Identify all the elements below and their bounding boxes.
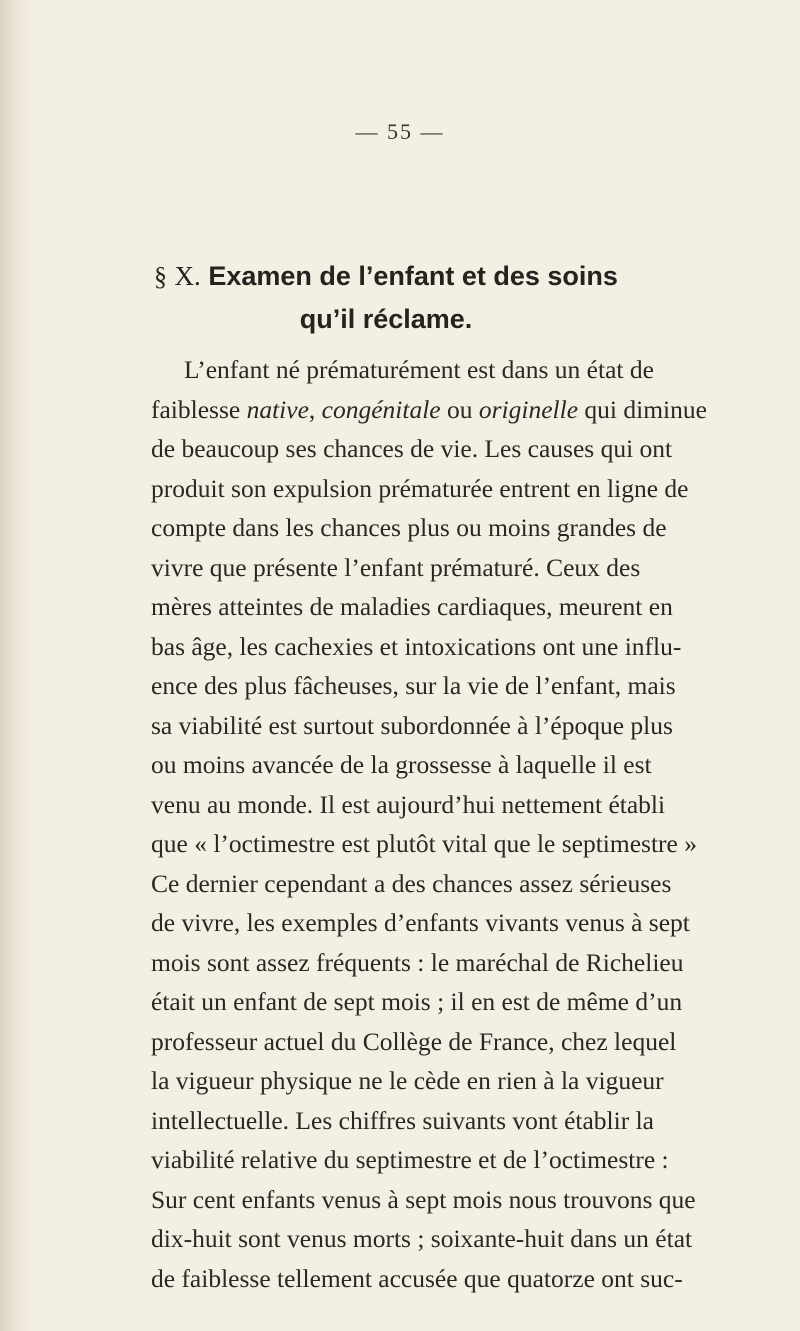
text-line [151, 390, 707, 430]
text-line: ou moins avancée de la grossesse à laquelle il est [151, 750, 652, 779]
text-line: la vigueur physique ne le cède en rien à la vigueur [151, 1066, 664, 1095]
text-run: qui diminue [578, 394, 707, 424]
text-line: intellectuelle. Les chiffres suivants vont établir la [151, 1105, 654, 1135]
text-line: professeur actuel du Collège de France, chez lequel [151, 1026, 677, 1056]
italic-term: congénitale [321, 394, 441, 424]
section-title-line-2: qu’il réclame. [299, 304, 473, 334]
text-line: bas âge, les cachexies et intoxications ont une influ- [151, 631, 682, 661]
text-line: Sur cent enfants venus à sept mois nous trouvons que [151, 1184, 696, 1214]
text-line: de beaucoup ses chances de vie. Les causes qui ont [151, 434, 673, 463]
text-run: faiblesse [151, 394, 247, 424]
text-line: venu au monde. Il est aujourd’hui nettement établi [151, 789, 666, 819]
section-mark: § [154, 262, 168, 291]
section-number: X. [174, 261, 201, 291]
body-paragraph [151, 350, 707, 1298]
text-line: compte dans les chances plus ou moins grandes de [151, 513, 667, 542]
italic-term: native [246, 394, 309, 424]
italic-term: originelle [478, 394, 579, 424]
text-line: L’enfant né prématurément est dans un état de [184, 355, 654, 384]
text-line: produit son expulsion prématurée entrent en ligne de [151, 473, 689, 503]
text-line: sa viabilité est surtout subordonnée à l’époque plus [151, 710, 673, 740]
text-line: de vivre, les exemples d’enfants vivants venus à sept [151, 908, 690, 937]
text-line: vivre que présente l’enfant prématuré. Ceux des [151, 552, 641, 582]
text-run: ou [440, 394, 479, 424]
section-heading-line-1 [146, 255, 626, 298]
text-line: viabilité relative du septimestre et de l’octimestre : [151, 1145, 669, 1174]
section-heading [146, 255, 626, 340]
text-line: mois sont assez fréquents : le maréchal de Richelieu [151, 947, 684, 977]
page-number: — 55 — [355, 119, 445, 144]
text-line: était un enfant de sept mois ; il en est de même d’un [151, 987, 683, 1016]
text-line: de faiblesse tellement accusée que quatorze ont suc- [151, 1263, 683, 1293]
text-line: Ce dernier cependant a des chances assez sérieuses [151, 868, 672, 898]
text-line: que « l’octimestre est plutôt vital que le septimestre » [151, 829, 697, 858]
section-title-line-1: Examen de l’enfant et des soins [208, 261, 618, 291]
text-line: dix-huit sont venus morts ; soixante-huit dans un état [151, 1224, 693, 1253]
text-line: mères atteintes de maladies cardiaques, meurent en [151, 592, 673, 621]
text-line: ence des plus fâcheuses, sur la vie de l’enfant, mais [151, 671, 676, 700]
text-run: , [308, 394, 322, 424]
